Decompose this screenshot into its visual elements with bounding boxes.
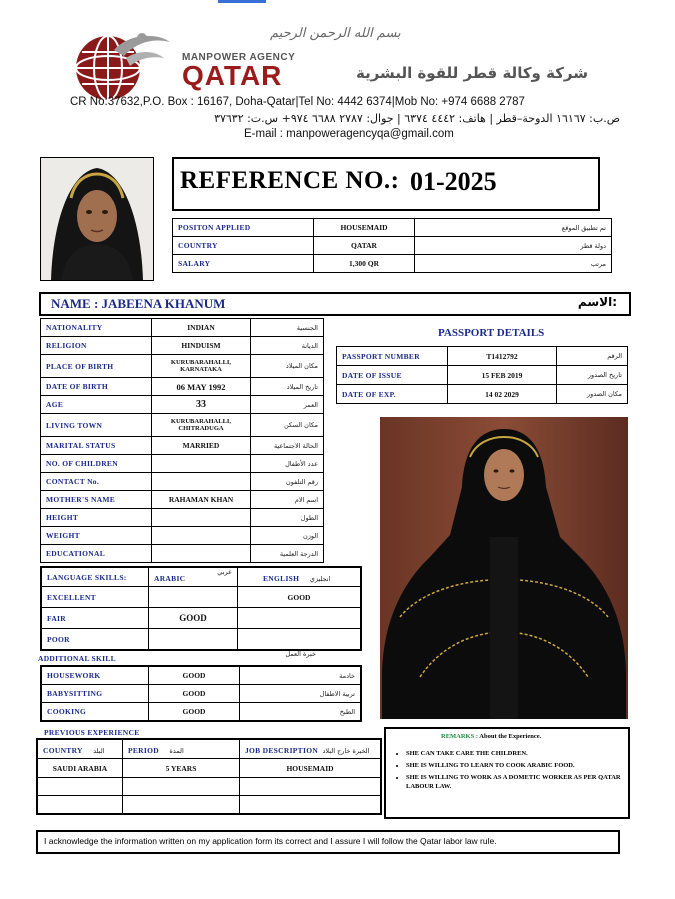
- personal-details-table: [40, 318, 324, 563]
- country-value: QATAR: [314, 237, 415, 255]
- detail-row: [41, 545, 324, 563]
- email-line: E-mail : manpoweragencyqa@gmail.com: [244, 128, 454, 140]
- experience-country: [37, 778, 123, 796]
- detail-arabic: مكان الميلاد: [251, 355, 324, 378]
- language-row: [41, 587, 361, 608]
- skill-value: GOOD: [149, 703, 240, 722]
- reference-label: REFERENCE NO.:: [180, 167, 400, 194]
- country-row: [173, 237, 612, 255]
- reference-box: [172, 157, 600, 211]
- skill-row: [41, 685, 361, 703]
- passport-title: PASSPORT DETAILS: [438, 327, 545, 339]
- detail-row: [41, 337, 324, 355]
- experience-period: 5 YEARS: [123, 759, 240, 778]
- language-skills-table: [40, 566, 362, 651]
- level-label: EXCELLENT: [41, 587, 149, 608]
- experience-row: [37, 778, 381, 796]
- detail-arabic: الطول: [251, 509, 324, 527]
- passport-row: [337, 385, 628, 404]
- detail-label: PLACE OF BIRTH: [41, 355, 152, 378]
- experience-header-row: [37, 739, 381, 759]
- remarks-subtitle: About the Experience.: [479, 733, 542, 740]
- detail-row: [41, 414, 324, 437]
- remarks-title: REMARKS :: [441, 733, 479, 740]
- job-header-label: JOB DESCRIPTION: [245, 746, 319, 755]
- name-arabic-label: الاسم:: [577, 295, 617, 309]
- passport-row: [337, 347, 628, 366]
- agency-name-arabic: شركة وكالة قطر للقوة البشرية: [356, 64, 588, 82]
- arabic-level-value: GOOD: [149, 608, 238, 629]
- english-column-arabic: انجليزي: [309, 575, 331, 583]
- country-header-label: COUNTRY: [43, 746, 83, 755]
- language-header-row: [41, 567, 361, 587]
- experience-job: [240, 796, 382, 815]
- experience-country: [37, 796, 123, 815]
- arabic-level-value: [149, 629, 238, 651]
- period-header-label: PERIOD: [128, 746, 159, 755]
- english-column-label: ENGLISH: [263, 574, 300, 583]
- detail-label: WEIGHT: [41, 527, 152, 545]
- detail-value: KURUBARAHALLI, CHITRADUGA: [152, 414, 251, 437]
- skill-row: [41, 666, 361, 685]
- country-label: COUNTRY: [173, 237, 314, 255]
- remarks-list: [386, 749, 624, 791]
- english-level-value: [238, 608, 362, 629]
- salary-row: [173, 255, 612, 273]
- experience-period: [123, 796, 240, 815]
- agency-header: [0, 20, 675, 145]
- detail-value: HINDUISM: [152, 337, 251, 355]
- detail-label: RELIGION: [41, 337, 152, 355]
- remark-item: • SHE IS WILLING TO WORK AS A DOMETIC WORKER AS PER QATAR LABOUR LAW.: [406, 773, 624, 791]
- position-label: POSITON APPLIED: [173, 219, 314, 237]
- detail-value: [152, 545, 251, 563]
- detail-row: [41, 319, 324, 337]
- globe-logo-icon: [68, 28, 174, 102]
- english-level-value: GOOD: [238, 587, 362, 608]
- experience-row: [37, 796, 381, 815]
- detail-arabic: اسم الام: [251, 491, 324, 509]
- passport-row: [337, 366, 628, 385]
- experience-period: [123, 778, 240, 796]
- remark-item: • SHE IS WILLING TO LEARN TO COOK ARABIC FOOD.: [406, 761, 624, 770]
- detail-arabic: رقم التلفون: [251, 473, 324, 491]
- acknowledgement-text: I acknowledge the information written on my application form its correct and I assure I will follow the Qatar labor law rule.: [44, 836, 497, 846]
- passport-label: DATE OF ISSUE: [337, 366, 448, 385]
- agency-name-small: MANPOWER AGENCY: [182, 52, 296, 63]
- period-header: [123, 739, 240, 759]
- remark-item: • SHE CAN TAKE CARE THE CHILDREN.: [406, 749, 624, 758]
- full-body-illustration: [380, 417, 628, 719]
- detail-value: 06 MAY 1992: [152, 378, 251, 396]
- passport-arabic: الرقم: [557, 347, 628, 366]
- experience-country: SAUDI ARABIA: [37, 759, 123, 778]
- detail-row: [41, 455, 324, 473]
- skill-arabic: تربية الاطفال: [240, 685, 362, 703]
- level-label: POOR: [41, 629, 149, 651]
- applicant-name: NAME : JABEENA KHANUM: [51, 296, 226, 311]
- skill-label: HOUSEWORK: [41, 666, 149, 685]
- detail-row: [41, 396, 324, 414]
- detail-value: KURUBARAHALLI, KARNATAKA: [152, 355, 251, 378]
- detail-label: MOTHER'S NAME: [41, 491, 152, 509]
- country-arabic: دولة قطر: [415, 237, 612, 255]
- detail-label: NATIONALITY: [41, 319, 152, 337]
- bismillah-calligraphy: بسم الله الرحمن الرحيم: [270, 26, 401, 41]
- detail-arabic: مكان السكن: [251, 414, 324, 437]
- passport-value: 15 FEB 2019: [448, 366, 557, 385]
- reference-number: 01-2025: [410, 167, 497, 196]
- detail-arabic: العمر: [251, 396, 324, 414]
- passport-arabic: مكان الصدور: [557, 385, 628, 404]
- detail-row: [41, 491, 324, 509]
- detail-value: INDIAN: [152, 319, 251, 337]
- arabic-column-label: ARABIC: [154, 574, 186, 583]
- detail-label: EDUCATIONAL: [41, 545, 152, 563]
- arabic-level-value: [149, 587, 238, 608]
- passport-label: PASSPORT NUMBER: [337, 347, 448, 366]
- detail-row: [41, 473, 324, 491]
- detail-row: [41, 437, 324, 455]
- remarks-box: [384, 727, 630, 819]
- skill-arabic: خادمة: [240, 666, 362, 685]
- additional-skill-title: ADDITIONAL SKILL: [38, 654, 116, 663]
- position-arabic: تم تطبيق الموقع: [415, 219, 612, 237]
- detail-value: 33: [152, 396, 251, 414]
- position-row: [173, 219, 612, 237]
- detail-value: MARRIED: [152, 437, 251, 455]
- skill-label: BABYSITTING: [41, 685, 149, 703]
- detail-arabic: تاريخ الميلاد: [251, 378, 324, 396]
- country-header-arabic: البلد: [93, 747, 105, 755]
- skill-arabic: الطبخ: [240, 703, 362, 722]
- contact-line-arabic: ص.ب: ١٦١٦٧ الدوحة–قطر | هاتف: ٤٤٤٢ ٦٣٧٤ | جوال: ٢٧٨٧ ٦٦٨٨ ٩٧٤+ س.ت: ٣٧٦٣٢: [214, 112, 620, 125]
- top-accent-bar: [218, 0, 266, 3]
- detail-label: HEIGHT: [41, 509, 152, 527]
- english-level-value: [238, 629, 362, 651]
- detail-value: [152, 509, 251, 527]
- detail-row: [41, 355, 324, 378]
- previous-experience-title: PREVIOUS EXPERIENCE: [44, 728, 140, 737]
- passport-value: 14 02 2029: [448, 385, 557, 404]
- language-row: [41, 608, 361, 629]
- detail-label: AGE: [41, 396, 152, 414]
- skill-value: GOOD: [149, 666, 240, 685]
- experience-job: HOUSEMAID: [240, 759, 382, 778]
- job-header: [240, 739, 382, 759]
- detail-label: CONTACT No.: [41, 473, 152, 491]
- detail-arabic: الوزن: [251, 527, 324, 545]
- passport-label: DATE OF EXP.: [337, 385, 448, 404]
- acknowledgement-box: [36, 830, 620, 854]
- detail-row: [41, 527, 324, 545]
- salary-value: 1,300 QR: [314, 255, 415, 273]
- position-value: HOUSEMAID: [314, 219, 415, 237]
- language-row: [41, 629, 361, 651]
- additional-skill-table: [40, 665, 362, 722]
- experience-table: [36, 738, 382, 815]
- arabic-column-header: [149, 567, 238, 587]
- passport-table: [336, 346, 628, 404]
- detail-value: [152, 473, 251, 491]
- passport-value: T1412792: [448, 347, 557, 366]
- detail-arabic: الديانة: [251, 337, 324, 355]
- detail-value: RAHAMAN KHAN: [152, 491, 251, 509]
- skill-value: GOOD: [149, 685, 240, 703]
- salary-arabic: مرتب: [415, 255, 612, 273]
- detail-label: DATE OF BIRTH: [41, 378, 152, 396]
- detail-row: [41, 509, 324, 527]
- detail-value: [152, 527, 251, 545]
- job-header-arabic: الخبرة خارج البلاد: [322, 747, 370, 755]
- experience-job: [240, 778, 382, 796]
- agency-name-qatar: QATAR: [182, 60, 283, 91]
- contact-line-english: CR No:37632,P.O. Box : 16167, Doha-Qatar|Tel No: 4442 6374|Mob No: +974 6688 2787: [70, 96, 525, 108]
- detail-value: [152, 455, 251, 473]
- experience-row: [37, 759, 381, 778]
- detail-arabic: الدرجة العلمية: [251, 545, 324, 563]
- position-table: [172, 218, 612, 273]
- remarks-heading: [441, 733, 541, 740]
- country-header: [37, 739, 123, 759]
- name-bar: [39, 292, 631, 316]
- english-column-header: [238, 567, 362, 587]
- period-header-arabic: المدة: [169, 747, 184, 755]
- portrait-illustration: [41, 158, 153, 280]
- applicant-full-body-photo: [380, 417, 628, 719]
- detail-arabic: الحالة الاجتماعية: [251, 437, 324, 455]
- salary-label: SALARY: [173, 255, 314, 273]
- skill-row: [41, 703, 361, 722]
- additional-skill-title-arabic: خبرة العمل: [285, 650, 316, 658]
- detail-arabic: عدد الأطفال: [251, 455, 324, 473]
- passport-arabic: تاريخ الصدور: [557, 366, 628, 385]
- level-label: FAIR: [41, 608, 149, 629]
- applicant-portrait-photo: [40, 157, 154, 281]
- detail-row: [41, 378, 324, 396]
- detail-label: LIVING TOWN: [41, 414, 152, 437]
- arabic-column-arabic: عربي: [217, 568, 232, 576]
- skill-label: COOKING: [41, 703, 149, 722]
- language-header-label: LANGUAGE SKILLS:: [41, 567, 149, 587]
- detail-arabic: الجنسية: [251, 319, 324, 337]
- detail-label: MARITAL STATUS: [41, 437, 152, 455]
- detail-label: NO. OF CHILDREN: [41, 455, 152, 473]
